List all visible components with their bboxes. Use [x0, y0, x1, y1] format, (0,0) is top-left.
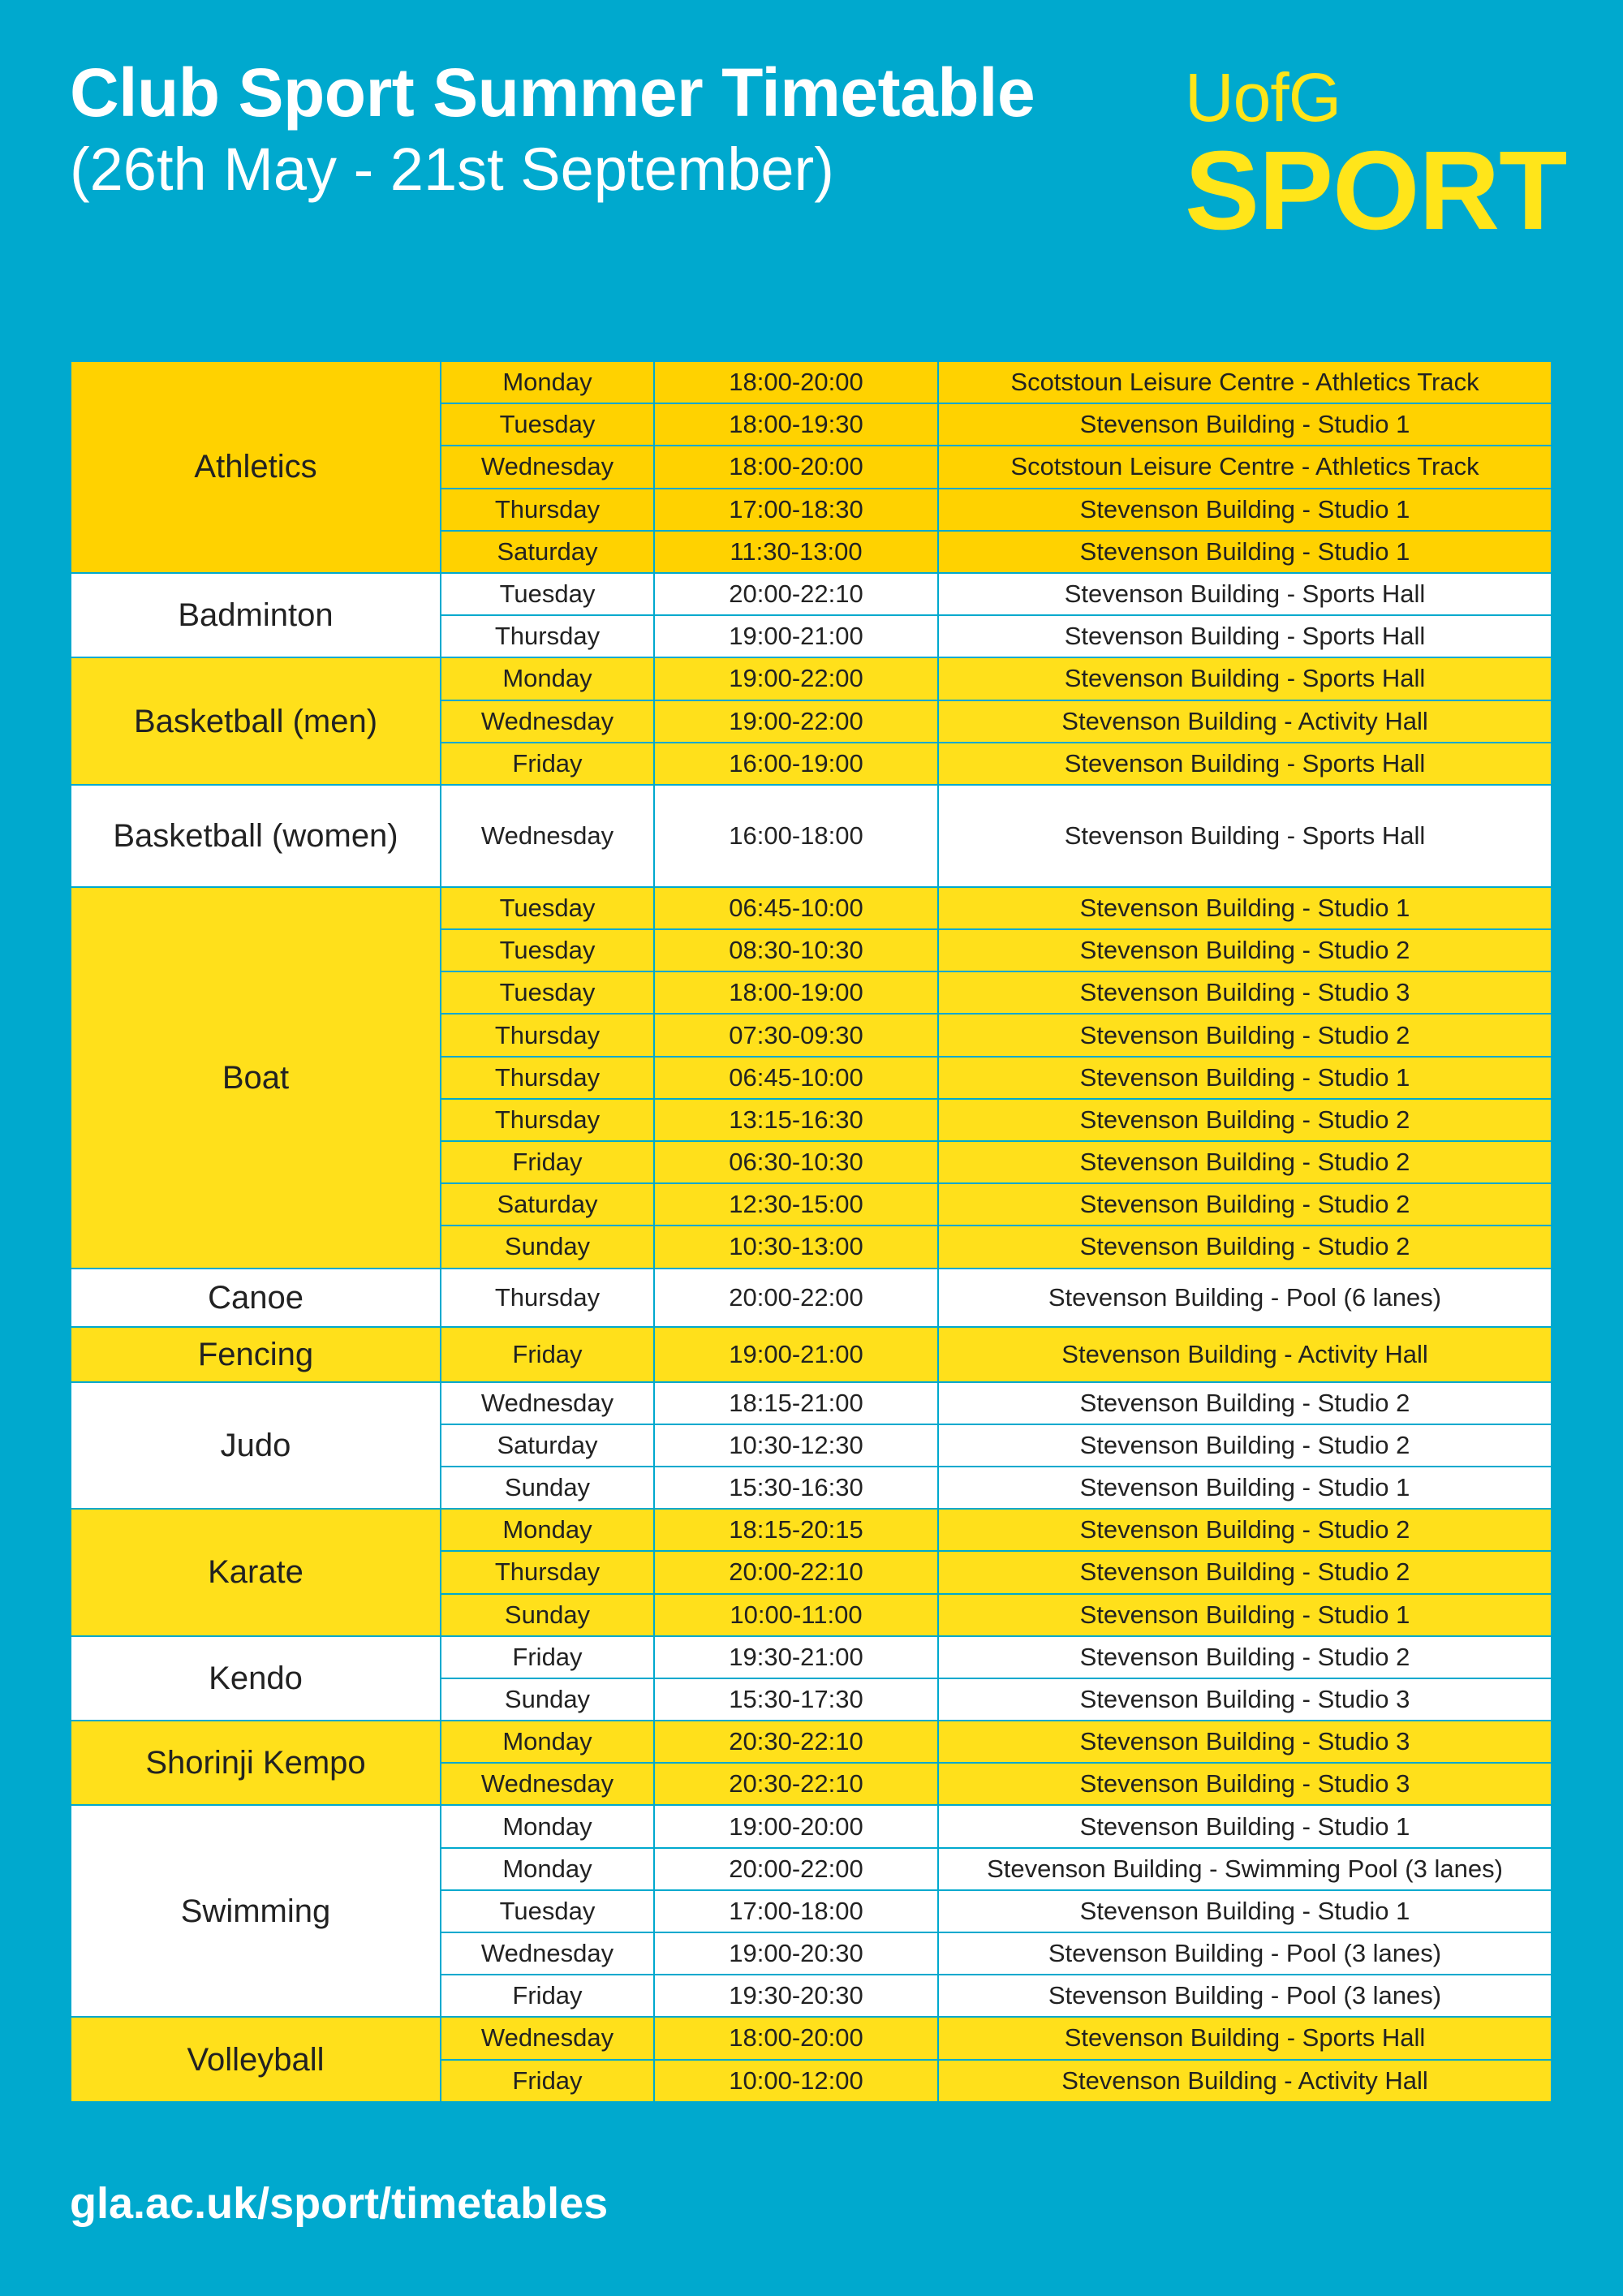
venue-cell: Stevenson Building - Studio 1	[938, 531, 1552, 573]
timetable-row	[71, 1327, 1552, 1382]
day-cell: Tuesday	[441, 403, 654, 446]
day-cell: Saturday	[441, 531, 654, 573]
timetable-row	[71, 1721, 1552, 1763]
time-cell: 10:00-12:00	[654, 2060, 938, 2102]
time-cell: 06:30-10:30	[654, 1141, 938, 1183]
time-cell: 13:15-16:30	[654, 1099, 938, 1141]
time-cell: 18:00-20:00	[654, 446, 938, 488]
time-cell: 18:00-20:00	[654, 2017, 938, 2059]
day-cell: Monday	[441, 1848, 654, 1890]
venue-cell: Stevenson Building - Studio 2	[938, 1636, 1552, 1678]
venue-cell: Stevenson Building - Studio 3	[938, 1721, 1552, 1763]
time-cell: 10:30-13:00	[654, 1226, 938, 1268]
time-cell: 12:30-15:00	[654, 1183, 938, 1226]
timetable-row	[71, 1269, 1552, 1327]
time-cell: 20:00-22:00	[654, 1848, 938, 1890]
club-name-cell: Fencing	[71, 1327, 441, 1382]
day-cell: Sunday	[441, 1678, 654, 1721]
day-cell: Monday	[441, 1721, 654, 1763]
time-cell: 10:00-11:00	[654, 1594, 938, 1636]
venue-cell: Stevenson Building - Activity Hall	[938, 700, 1552, 743]
venue-cell: Stevenson Building - Swimming Pool (3 lanes)	[938, 1848, 1552, 1890]
time-cell: 18:00-20:00	[654, 361, 938, 403]
venue-cell: Stevenson Building - Studio 2	[938, 1226, 1552, 1268]
timetable-row	[71, 887, 1552, 929]
timetable-row	[71, 1509, 1552, 1551]
club-name-cell: Shorinji Kempo	[71, 1721, 441, 1805]
time-cell: 18:00-19:30	[654, 403, 938, 446]
time-cell: 11:30-13:00	[654, 531, 938, 573]
venue-cell: Stevenson Building - Sports Hall	[938, 573, 1552, 615]
day-cell: Thursday	[441, 1099, 654, 1141]
timetable-row	[71, 785, 1552, 887]
venue-cell: Stevenson Building - Sports Hall	[938, 615, 1552, 657]
venue-cell: Stevenson Building - Studio 3	[938, 1678, 1552, 1721]
day-cell: Friday	[441, 1327, 654, 1382]
time-cell: 19:30-20:30	[654, 1975, 938, 2017]
venue-cell: Stevenson Building - Studio 2	[938, 1509, 1552, 1551]
time-cell: 18:00-19:00	[654, 971, 938, 1014]
timetable	[70, 360, 1552, 2103]
day-cell: Wednesday	[441, 1763, 654, 1805]
venue-cell: Stevenson Building - Studio 3	[938, 1763, 1552, 1805]
timetable-row	[71, 573, 1552, 615]
time-cell: 08:30-10:30	[654, 929, 938, 971]
venue-cell: Scotstoun Leisure Centre - Athletics Track	[938, 446, 1552, 488]
club-name-cell: Boat	[71, 887, 441, 1269]
uofg-sport-logo	[1185, 59, 1567, 253]
time-cell: 19:00-22:00	[654, 657, 938, 700]
venue-cell: Stevenson Building - Studio 1	[938, 1890, 1552, 1932]
venue-cell: Stevenson Building - Studio 1	[938, 1594, 1552, 1636]
venue-cell: Stevenson Building - Pool (3 lanes)	[938, 1975, 1552, 2017]
time-cell: 19:00-20:30	[654, 1932, 938, 1975]
venue-cell: Stevenson Building - Activity Hall	[938, 2060, 1552, 2102]
venue-cell: Stevenson Building - Activity Hall	[938, 1327, 1552, 1382]
time-cell: 06:45-10:00	[654, 887, 938, 929]
day-cell: Sunday	[441, 1467, 654, 1509]
venue-cell: Stevenson Building - Sports Hall	[938, 657, 1552, 700]
timetable-row	[71, 2017, 1552, 2059]
venue-cell: Stevenson Building - Studio 2	[938, 1014, 1552, 1056]
day-cell: Thursday	[441, 1551, 654, 1593]
time-cell: 19:00-22:00	[654, 700, 938, 743]
timetable-row	[71, 1382, 1552, 1424]
time-cell: 20:30-22:10	[654, 1763, 938, 1805]
day-cell: Tuesday	[441, 887, 654, 929]
time-cell: 15:30-16:30	[654, 1467, 938, 1509]
day-cell: Friday	[441, 1975, 654, 2017]
time-cell: 20:00-22:00	[654, 1269, 938, 1327]
club-name-cell: Karate	[71, 1509, 441, 1636]
time-cell: 17:00-18:00	[654, 1890, 938, 1932]
venue-cell: Stevenson Building - Sports Hall	[938, 785, 1552, 887]
club-name-cell: Judo	[71, 1382, 441, 1510]
venue-cell: Stevenson Building - Studio 1	[938, 887, 1552, 929]
day-cell: Monday	[441, 1509, 654, 1551]
day-cell: Thursday	[441, 1057, 654, 1099]
logo-uofg-text: UofG	[1185, 59, 1341, 136]
club-name-cell: Volleyball	[71, 2017, 441, 2101]
date-range-subtitle: (26th May - 21st September)	[70, 136, 834, 203]
day-cell: Monday	[441, 361, 654, 403]
venue-cell: Stevenson Building - Studio 2	[938, 1382, 1552, 1424]
venue-cell: Stevenson Building - Studio 1	[938, 1467, 1552, 1509]
time-cell: 15:30-17:30	[654, 1678, 938, 1721]
time-cell: 19:30-21:00	[654, 1636, 938, 1678]
logo-sport-text: SPORT	[1185, 128, 1567, 253]
day-cell: Thursday	[441, 489, 654, 531]
venue-cell: Stevenson Building - Studio 2	[938, 1424, 1552, 1467]
page-title: Club Sport Summer Timetable	[70, 54, 1035, 131]
club-name-cell: Basketball (women)	[71, 785, 441, 887]
club-name-cell: Athletics	[71, 361, 441, 573]
day-cell: Sunday	[441, 1594, 654, 1636]
venue-cell: Stevenson Building - Studio 2	[938, 1183, 1552, 1226]
time-cell: 18:15-21:00	[654, 1382, 938, 1424]
timetable-row	[71, 1805, 1552, 1847]
day-cell: Tuesday	[441, 573, 654, 615]
venue-cell: Stevenson Building - Studio 2	[938, 1141, 1552, 1183]
day-cell: Sunday	[441, 1226, 654, 1268]
day-cell: Saturday	[441, 1424, 654, 1467]
day-cell: Wednesday	[441, 785, 654, 887]
club-name-cell: Swimming	[71, 1805, 441, 2017]
timetable-row	[71, 361, 1552, 403]
time-cell: 18:15-20:15	[654, 1509, 938, 1551]
day-cell: Thursday	[441, 615, 654, 657]
time-cell: 20:00-22:10	[654, 573, 938, 615]
time-cell: 07:30-09:30	[654, 1014, 938, 1056]
day-cell: Tuesday	[441, 971, 654, 1014]
timetable-row	[71, 657, 1552, 700]
venue-cell: Stevenson Building - Studio 2	[938, 1099, 1552, 1141]
day-cell: Friday	[441, 2060, 654, 2102]
time-cell: 06:45-10:00	[654, 1057, 938, 1099]
day-cell: Wednesday	[441, 700, 654, 743]
venue-cell: Stevenson Building - Pool (6 lanes)	[938, 1269, 1552, 1327]
time-cell: 19:00-21:00	[654, 615, 938, 657]
day-cell: Monday	[441, 657, 654, 700]
day-cell: Wednesday	[441, 2017, 654, 2059]
time-cell: 16:00-18:00	[654, 785, 938, 887]
time-cell: 19:00-20:00	[654, 1805, 938, 1847]
venue-cell: Stevenson Building - Pool (3 lanes)	[938, 1932, 1552, 1975]
day-cell: Friday	[441, 1141, 654, 1183]
day-cell: Wednesday	[441, 446, 654, 488]
venue-cell: Stevenson Building - Studio 3	[938, 971, 1552, 1014]
day-cell: Thursday	[441, 1014, 654, 1056]
club-name-cell: Basketball (men)	[71, 657, 441, 785]
day-cell: Saturday	[441, 1183, 654, 1226]
venue-cell: Stevenson Building - Studio 1	[938, 1057, 1552, 1099]
day-cell: Monday	[441, 1805, 654, 1847]
venue-cell: Stevenson Building - Sports Hall	[938, 2017, 1552, 2059]
club-name-cell: Canoe	[71, 1269, 441, 1327]
day-cell: Tuesday	[441, 1890, 654, 1932]
day-cell: Thursday	[441, 1269, 654, 1327]
time-cell: 20:30-22:10	[654, 1721, 938, 1763]
time-cell: 20:00-22:10	[654, 1551, 938, 1593]
time-cell: 17:00-18:30	[654, 489, 938, 531]
venue-cell: Stevenson Building - Studio 1	[938, 489, 1552, 531]
day-cell: Tuesday	[441, 929, 654, 971]
time-cell: 16:00-19:00	[654, 743, 938, 785]
day-cell: Friday	[441, 743, 654, 785]
venue-cell: Stevenson Building - Studio 1	[938, 403, 1552, 446]
venue-cell: Stevenson Building - Studio 2	[938, 929, 1552, 971]
venue-cell: Stevenson Building - Sports Hall	[938, 743, 1552, 785]
club-name-cell: Badminton	[71, 573, 441, 657]
day-cell: Wednesday	[441, 1932, 654, 1975]
venue-cell: Stevenson Building - Studio 1	[938, 1805, 1552, 1847]
club-name-cell: Kendo	[71, 1636, 441, 1721]
time-cell: 10:30-12:30	[654, 1424, 938, 1467]
footer-url-link[interactable]: gla.ac.uk/sport/timetables	[70, 2179, 609, 2228]
day-cell: Friday	[441, 1636, 654, 1678]
day-cell: Wednesday	[441, 1382, 654, 1424]
venue-cell: Stevenson Building - Studio 2	[938, 1551, 1552, 1593]
time-cell: 19:00-21:00	[654, 1327, 938, 1382]
timetable-row	[71, 1636, 1552, 1678]
venue-cell: Scotstoun Leisure Centre - Athletics Track	[938, 361, 1552, 403]
